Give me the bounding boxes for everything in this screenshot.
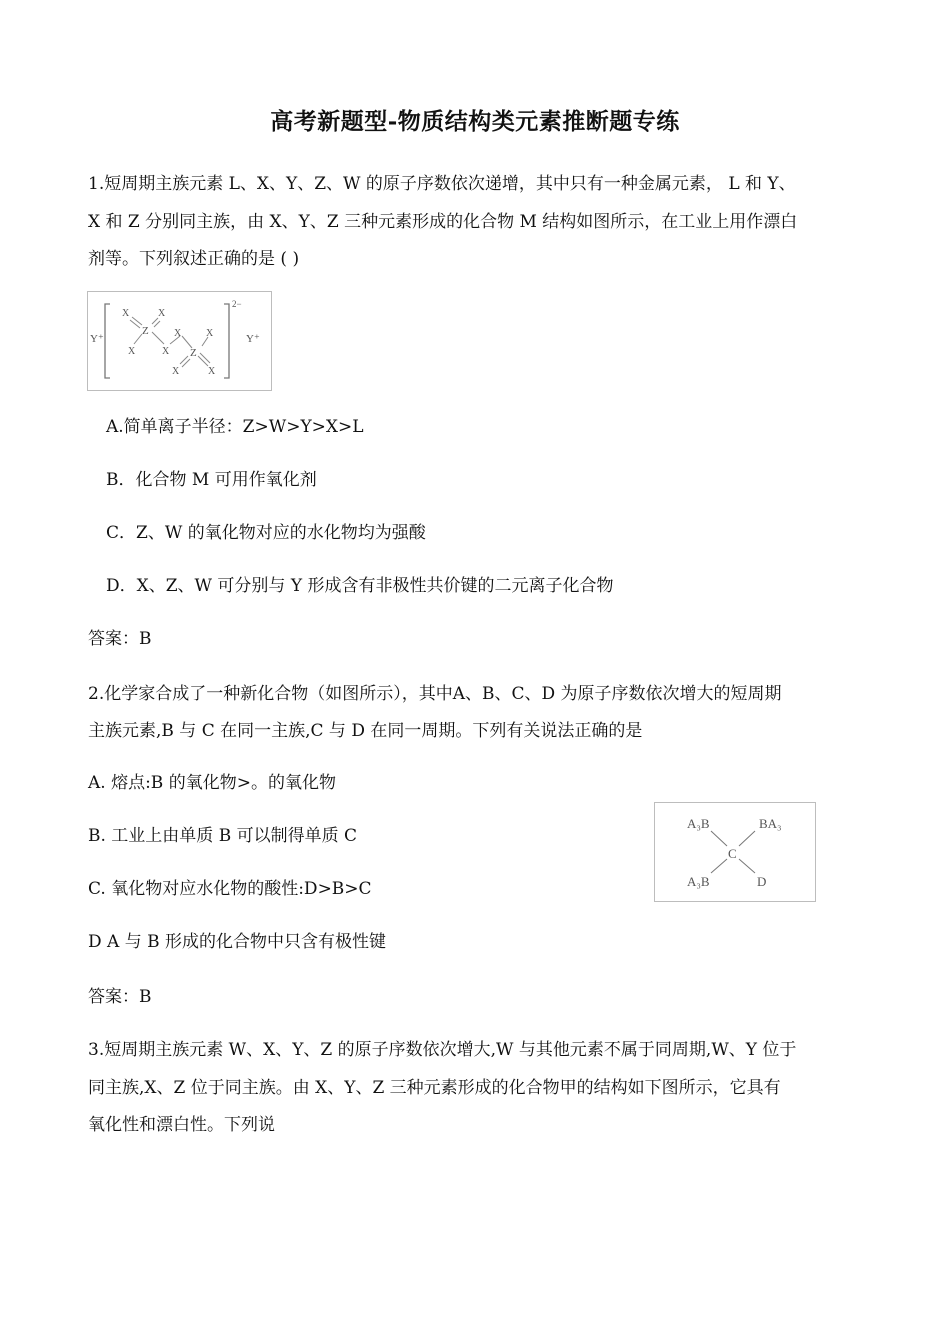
q1-fig-atom-x6: X: [206, 328, 214, 339]
q1-stem-line-2: X 和 Z 分别同主族，由 X、Y、Z 三种元素形成的化合物 M 结构如图所示，在工业上用作漂白: [88, 212, 798, 232]
q2-structure-figure: [654, 802, 816, 902]
q1-fig-cation-right: Y⁺: [246, 333, 260, 345]
q1-fig-atom-x1: X: [122, 308, 130, 319]
q1-fig-bracket-left: [105, 304, 110, 378]
q1-stem-line-3: 剂等。下列叙述正确的是 ( ): [88, 249, 300, 269]
q1-fig-atom-x5: X: [162, 346, 170, 357]
q1-fig-cation-left: Y⁺: [90, 333, 104, 345]
q2-option-b: B. 工业上由单质 B 可以制得单质 C: [88, 826, 358, 846]
q2-stem-line-2: 主族元素,B 与 C 在同一主族,C 与 D 在同一周期。下列有关说法正确的是: [88, 721, 643, 741]
q3-stem-line-3: 氧化性和漂白性。下列说: [88, 1115, 275, 1135]
q1-fig-atom-x7: X: [172, 366, 180, 377]
q3-stem-line-2: 同主族,X、Z 位于同主族。由 X、Y、Z 三种元素形成的化合物甲的结构如下图所示，它具有: [88, 1078, 781, 1098]
q1-structure-figure: [87, 291, 272, 391]
q1-answer: 答案：B: [88, 629, 152, 649]
q1-fig-atom-x8: X: [208, 366, 216, 377]
q1-fig-bracket-right: [224, 304, 229, 378]
q2-stem-line-1: 2.化学家合成了一种新化合物（如图所示），其中A、B、C、D 为原子序数依次增大的短周期: [88, 684, 782, 704]
q2-option-c: C. 氧化物对应水化物的酸性:D>B>C: [88, 879, 372, 899]
q2-fig-top-left: A₃B: [687, 816, 710, 831]
q1-fig-charge: 2−: [232, 299, 242, 309]
q2-fig-top-right: BA₃: [759, 816, 782, 831]
q1-fig-atom-x2: X: [158, 308, 166, 319]
q1-fig-atom-x4: X: [174, 328, 182, 339]
q1-option-a: A.简单离子半径：Z>W>Y>X>L: [106, 417, 364, 437]
q1-option-c: C．Z、W 的氧化物对应的水化物均为强酸: [106, 523, 426, 543]
q1-fig-atom-x3: X: [128, 346, 136, 357]
q2-option-d: D A 与 B 形成的化合物中只含有极性键: [88, 932, 387, 952]
page-title: 高考新题型-物质结构类元素推断题专练: [270, 108, 680, 135]
q2-answer: 答案：B: [88, 987, 152, 1007]
q2-option-a: A. 熔点:B 的氧化物>。的氧化物: [88, 773, 336, 793]
q1-fig-atom-z1: Z: [142, 325, 149, 337]
q2-fig-bottom-right: D: [757, 874, 767, 889]
q1-stem-line-1: 1.短周期主族元素 L、X、Y、Z、W 的原子序数依次递增，其中只有一种金属元素， L 和 Y、: [88, 174, 796, 194]
q2-fig-center: C: [728, 846, 737, 861]
q1-option-d: D．X、Z、W 可分别与 Y 形成含有非极性共价键的二元离子化合物: [106, 576, 614, 596]
q1-fig-atom-z2: Z: [190, 347, 197, 359]
q3-stem-line-1: 3.短周期主族元素 W、X、Y、Z 的原子序数依次增大,W 与其他元素不属于同周期,W、Y 位于: [88, 1040, 797, 1060]
q1-option-b: B．化合物 M 可用作氧化剂: [106, 470, 317, 490]
q2-fig-bottom-left: A₃B: [687, 874, 710, 889]
